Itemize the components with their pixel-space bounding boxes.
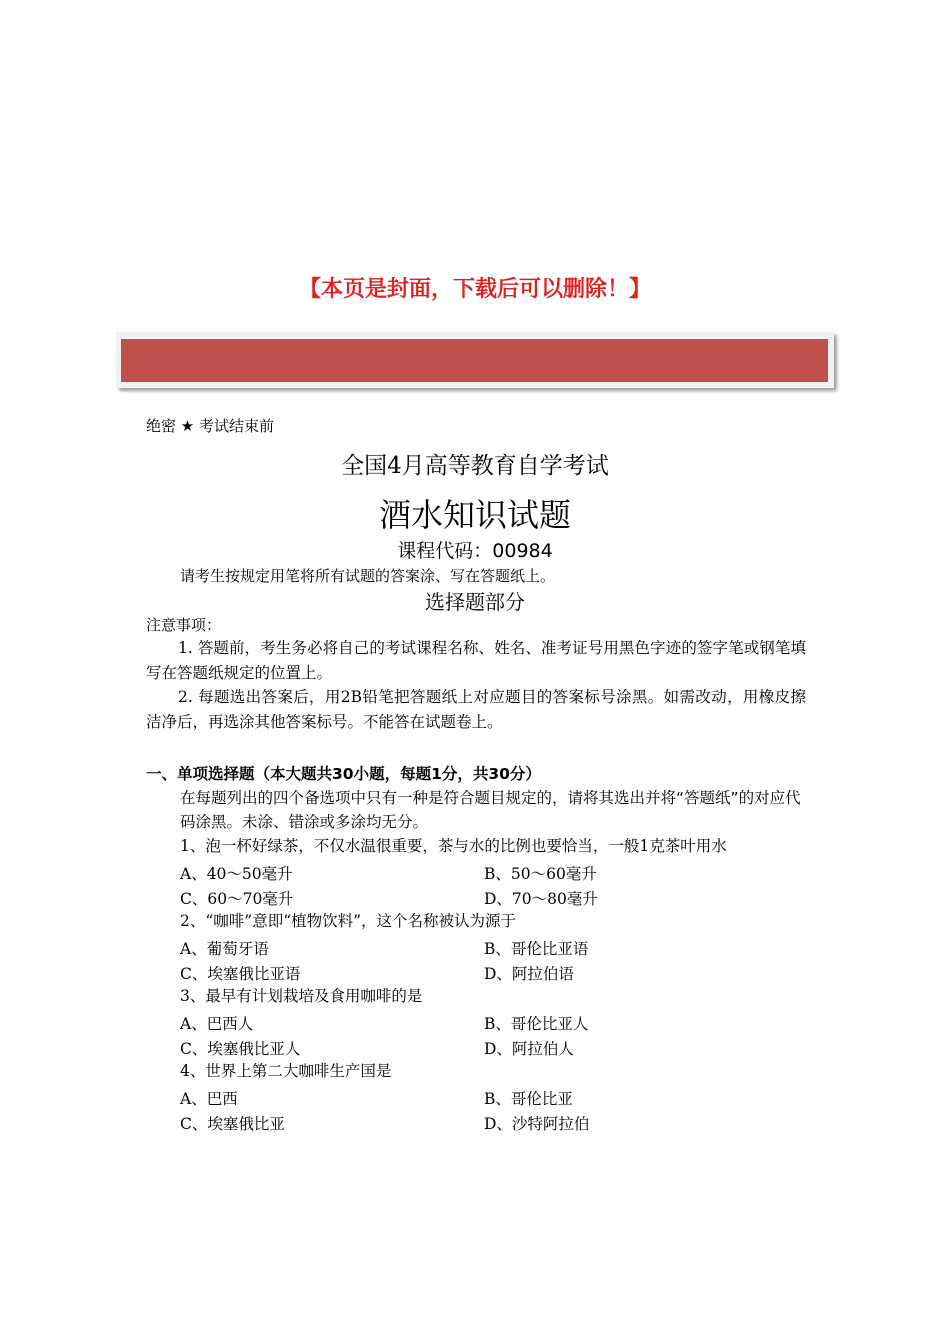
answer-instruction: 请考生按规定用笔将所有试题的答案涂、写在答题纸上。 (180, 567, 556, 585)
option-d: D、阿拉伯语 (484, 965, 574, 983)
paper-title: 酒水知识试题 (378, 496, 571, 534)
notes-heading: 注意事项： (146, 616, 222, 634)
course-code: 课程代码：00984 (397, 540, 553, 562)
question-stem: 1、泡一杯好绿茶，不仅水温很重要，茶与水的比例也要恰当，一般1克茶叶用水 (180, 837, 727, 855)
note-item: 2. 每题选出答案后，用2B铅笔把答题纸上对应题目的答案标号涂黑。如需改动，用橡皮擦洁净后，再选涂其他答案标号。不能答在试题卷上。 (146, 688, 806, 731)
option-b: B、哥伦比亚语 (484, 940, 589, 958)
question-stem: 2、“咖啡”意即“植物饮料”，这个名称被认为源于 (180, 912, 517, 930)
option-b: B、哥伦比亚人 (484, 1015, 589, 1033)
option-a: A、40～50毫升 (180, 865, 293, 883)
secret-line: 绝密 ★ 考试结束前 (146, 417, 274, 435)
part-one-title: 一、单项选择题（本大题共30小题，每题1分，共30分） (146, 765, 541, 783)
question-stem: 4、世界上第二大咖啡生产国是 (180, 1062, 392, 1080)
option-c: C、埃塞俄比亚人 (180, 1040, 301, 1058)
option-c: C、埃塞俄比亚语 (180, 965, 301, 983)
option-a: A、巴西人 (180, 1015, 254, 1033)
note-item: 1. 答题前，考生务必将自己的考试课程名称、姓名、准考证号用黑色字迹的签字笔或钢笔填写在答题纸规定的位置上。 (146, 639, 806, 682)
exam-title: 全国4月高等教育自学考试 (341, 453, 609, 479)
option-c: C、埃塞俄比亚 (180, 1115, 285, 1133)
cover-note: 【本页是封面，下载后可以删除！】 (298, 277, 651, 302)
option-d: D、沙特阿拉伯 (484, 1115, 590, 1133)
option-b: B、哥伦比亚 (484, 1090, 573, 1108)
option-a: A、葡萄牙语 (180, 940, 269, 958)
part-one-description: 在每题列出的四个备选项中只有一种是符合题目规定的，请将其选出并将“答题纸”的对应代码涂黑。未涂、错涂或多涂均无分。 (180, 789, 801, 831)
option-b: B、50～60毫升 (484, 865, 597, 883)
option-d: D、70～80毫升 (484, 890, 598, 908)
option-a: A、巴西 (180, 1090, 238, 1108)
option-d: D、阿拉伯人 (484, 1040, 574, 1058)
option-c: C、60～70毫升 (180, 890, 294, 908)
section-title: 选择题部分 (425, 590, 525, 614)
question-stem: 3、最早有计划栽培及食用咖啡的是 (180, 987, 423, 1005)
banner-bar (121, 339, 828, 382)
